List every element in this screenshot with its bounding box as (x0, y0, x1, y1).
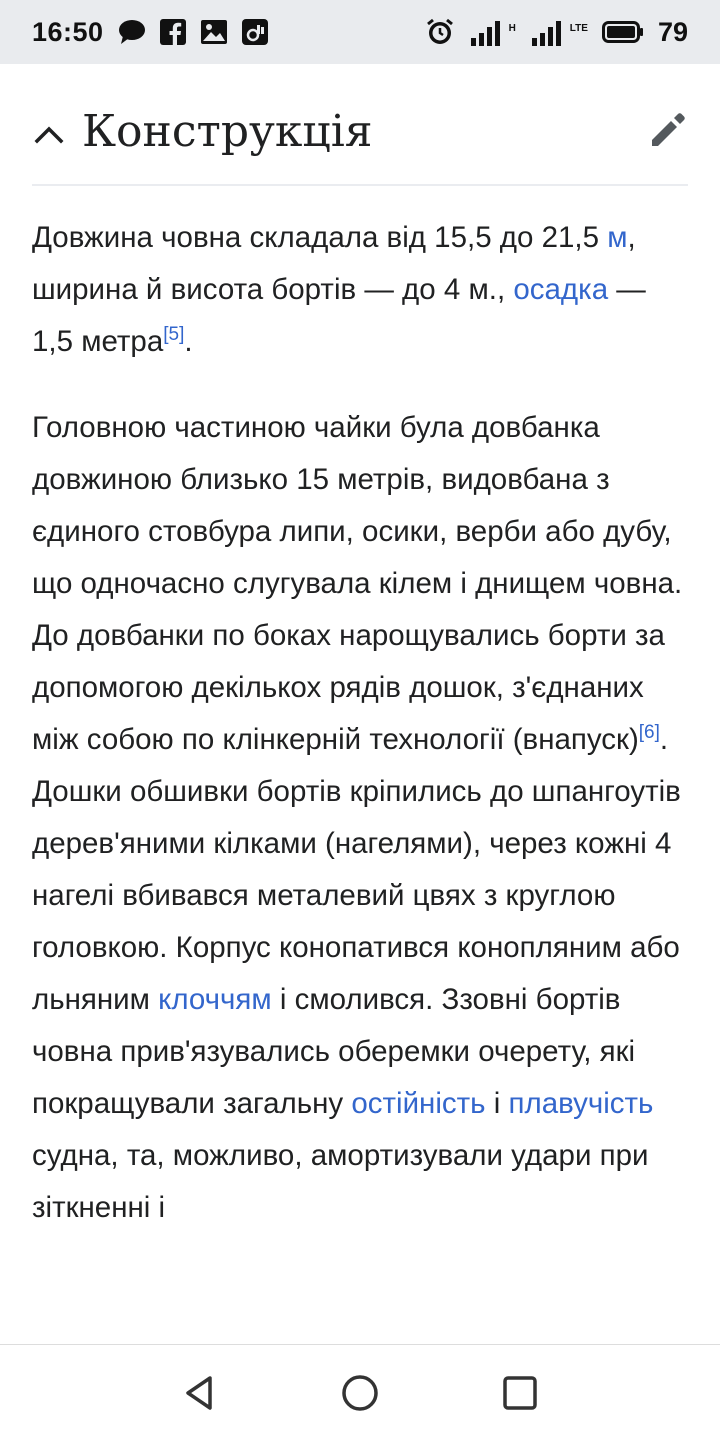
home-button[interactable] (336, 1369, 384, 1417)
text-run: . (184, 325, 193, 358)
clock: 16:50 (32, 16, 104, 47)
section-header[interactable] (32, 90, 688, 186)
text-run: , ширина й висота бортів — до 4 м., (32, 221, 636, 306)
alarm-icon (425, 17, 455, 47)
text-run: — 1,5 метра (32, 273, 646, 358)
paragraph-1 (32, 212, 692, 368)
article-content (32, 212, 692, 1268)
text-run: Головною частиною чайки була довбанка довжиною близько 15 метрів, видовбана з єдиного стовбура липи, осики, верби або дубу, що одночасно слугувала кілем і днищем човна. До довбанки по боках нарощувались борти за допомогою декількох рядів дошок, з'єднаних між собою по клінкерній технології (внапуск) (32, 411, 683, 756)
status-left (32, 17, 268, 48)
signal-icon (469, 18, 505, 46)
signal-icon-2 (530, 18, 566, 46)
text-run: і (485, 1087, 509, 1120)
status-right (425, 17, 688, 48)
link-plavuchist[interactable]: плавучість (508, 1087, 654, 1120)
navigation-bar (0, 1344, 720, 1440)
text-run: і смолився. Ззовні бортів човна прив'язувались оберемки очерету, які покращували загальну (32, 983, 636, 1120)
chevron-up-icon[interactable] (32, 117, 66, 151)
back-button[interactable] (176, 1369, 224, 1417)
text-run: судна, та, можливо, амортизували удари при зіткненні і (32, 1139, 649, 1224)
network-lte-label: LTE (569, 22, 588, 34)
text-run: . Дошки обшивки бортів кріпились до шпангоутів дерев'яними кілками (нагелями), через кожні 4 нагелі вбивався металевий цвях з круглою головкою. Корпус конопатився конопляним або льняним (32, 723, 681, 1016)
back-icon[interactable] (180, 1373, 220, 1413)
pencil-icon[interactable] (648, 110, 688, 150)
link-meter[interactable]: м (607, 221, 628, 254)
battery-icon (602, 21, 644, 43)
paragraph-2 (32, 402, 692, 1234)
status-bar (0, 0, 720, 64)
battery-level: 79 (657, 16, 688, 47)
reference-5-link[interactable]: [5] (163, 324, 185, 346)
section-title: Конструкція (82, 106, 373, 157)
app-icon (242, 19, 268, 45)
recents-button[interactable] (496, 1369, 544, 1417)
network-h-label: H (508, 22, 516, 34)
reference-6-link[interactable]: [6] (638, 722, 660, 744)
text-run: Довжина човна складала від 15,5 до 21,5 (32, 221, 608, 254)
link-ostiinist[interactable]: остійність (351, 1087, 486, 1120)
chat-icon (118, 19, 146, 45)
reference-6[interactable] (639, 722, 660, 743)
reference-5[interactable] (163, 324, 184, 345)
recents-icon[interactable] (500, 1373, 540, 1413)
link-osadka[interactable]: осадка (513, 273, 609, 306)
link-klochchia[interactable]: клоччям (158, 983, 272, 1016)
gallery-icon (200, 19, 228, 45)
facebook-icon (160, 19, 186, 45)
home-icon[interactable] (340, 1373, 380, 1413)
